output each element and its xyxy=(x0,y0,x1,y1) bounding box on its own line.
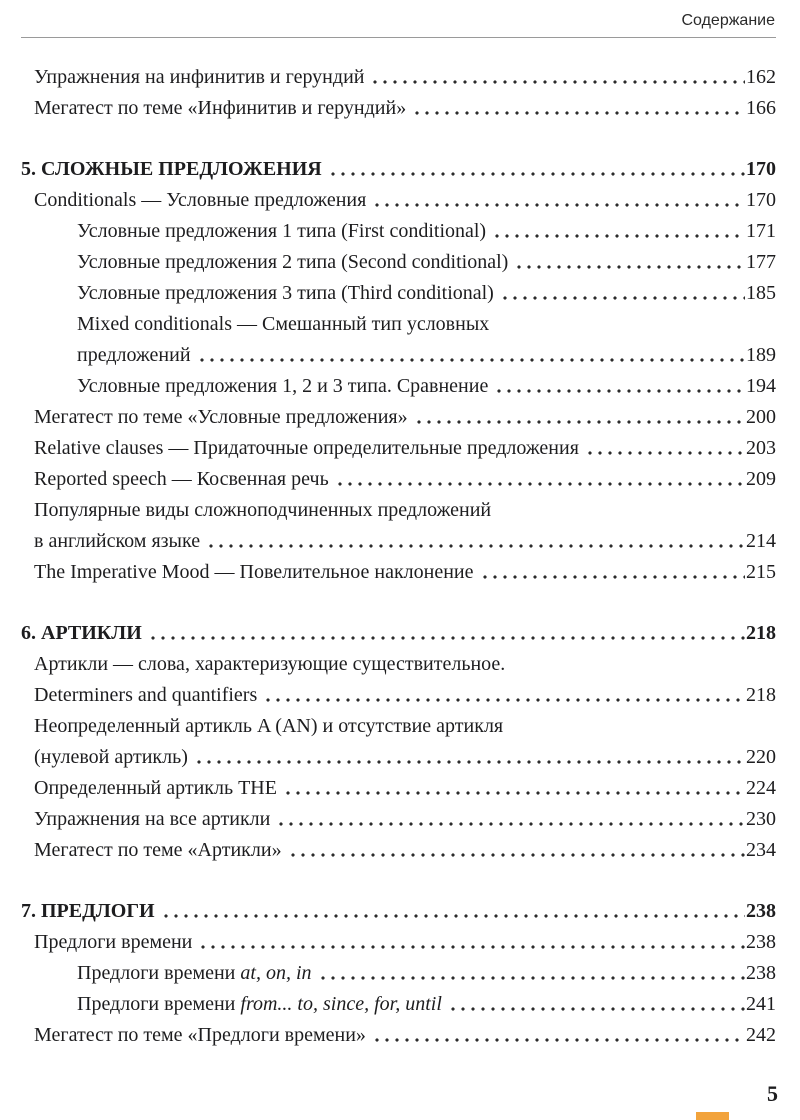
toc-page-number: 194 xyxy=(746,375,776,397)
dot-leader xyxy=(500,278,745,309)
toc-row xyxy=(21,247,776,278)
dot-leader xyxy=(198,927,745,958)
toc-row xyxy=(21,804,776,835)
toc-page-number: 242 xyxy=(746,1024,776,1046)
toc-page-number: 215 xyxy=(746,561,776,583)
toc-page-number: 162 xyxy=(746,66,776,88)
toc-entry-label: Популярные виды сложноподчиненных предложений xyxy=(34,499,492,521)
toc-entry-label: 5. СЛОЖНЫЕ ПРЕДЛОЖЕНИЯ xyxy=(21,158,322,180)
toc-page-number: 238 xyxy=(746,931,776,953)
dot-leader xyxy=(492,216,745,247)
toc-entry-label: Условные предложения 1, 2 и 3 типа. Сравнение xyxy=(77,375,489,397)
dot-leader xyxy=(412,93,745,124)
toc-page-number: 200 xyxy=(746,406,776,428)
dot-leader xyxy=(328,154,745,185)
toc-page-number: 214 xyxy=(746,530,776,552)
toc-row xyxy=(21,371,776,402)
dot-leader xyxy=(514,247,745,278)
toc-page-number: 189 xyxy=(746,344,776,366)
page-header xyxy=(21,10,776,37)
toc-entry-label: Мегатест по теме «Артикли» xyxy=(34,839,282,861)
toc-entry-label: Reported speech — Косвенная речь xyxy=(34,468,329,490)
toc-row xyxy=(21,62,776,93)
toc-entry-label: Мегатест по теме «Инфинитив и герундий» xyxy=(34,97,407,119)
toc-entry-label: Упражнения на инфинитив и герундий xyxy=(34,66,365,88)
dot-leader xyxy=(494,371,745,402)
toc-row xyxy=(21,742,776,773)
header-title: Содержание xyxy=(681,12,775,29)
toc-row xyxy=(21,649,776,680)
header-rule xyxy=(21,37,776,38)
page-number: 5 xyxy=(767,1081,778,1106)
toc-entry-label: Предлоги времени from... to, since, for, until xyxy=(77,993,442,1015)
dot-leader xyxy=(414,402,745,433)
toc-page-number: 185 xyxy=(746,282,776,304)
toc-page-number: 220 xyxy=(746,746,776,768)
toc-entry-label: Неопределенный артикль A (AN) и отсутствие артикля xyxy=(34,715,504,737)
toc-entry-label: Mixed conditionals — Смешанный тип условных xyxy=(77,313,490,335)
toc-page-number: 171 xyxy=(746,220,776,242)
toc-row xyxy=(21,433,776,464)
toc-page-number: 241 xyxy=(746,993,776,1015)
toc-entry-label: Артикли — слова, характеризующие существительное. xyxy=(34,653,506,675)
toc-row xyxy=(21,495,776,526)
toc-row xyxy=(21,680,776,711)
toc-row xyxy=(21,711,776,742)
toc-entry-label: Условные предложения 3 типа (Third conditional) xyxy=(77,282,494,304)
toc-entry-label: Relative clauses — Придаточные определительные предложения xyxy=(34,437,579,459)
toc-page-number: 238 xyxy=(746,900,776,922)
toc-entry-label: Определенный артикль THE xyxy=(34,777,277,799)
toc-entry-label: Упражнения на все артикли xyxy=(34,808,271,830)
toc-row xyxy=(21,1020,776,1051)
toc-entry-label: Мегатест по теме «Предлоги времени» xyxy=(34,1024,366,1046)
footer-accent-mark xyxy=(696,1112,729,1120)
toc-row xyxy=(21,278,776,309)
toc-page-number: 224 xyxy=(746,777,776,799)
toc-entry-label: The Imperative Mood — Повелительное наклонение xyxy=(34,561,474,583)
dot-leader xyxy=(448,989,745,1020)
toc-row xyxy=(21,309,776,340)
toc-row xyxy=(21,835,776,866)
toc-row xyxy=(21,216,776,247)
toc-page-number: 170 xyxy=(746,189,776,211)
toc-page-number: 234 xyxy=(746,839,776,861)
dot-leader xyxy=(197,340,745,371)
toc-page-number: 177 xyxy=(746,251,776,273)
dot-leader xyxy=(370,62,745,93)
toc-page-number: 218 xyxy=(746,622,776,644)
dot-leader xyxy=(263,680,745,711)
toc-row xyxy=(21,402,776,433)
toc-page-number: 166 xyxy=(746,97,776,119)
toc-entry-label: Предлоги времени at, on, in xyxy=(77,962,312,984)
dot-leader xyxy=(194,742,745,773)
dot-leader xyxy=(318,958,745,989)
dot-leader xyxy=(335,464,745,495)
toc-page-number: 203 xyxy=(746,437,776,459)
toc-row xyxy=(21,154,776,185)
toc-row xyxy=(21,773,776,804)
dot-leader xyxy=(372,185,745,216)
toc-entry-label: Условные предложения 1 типа (First conditional) xyxy=(77,220,487,242)
toc-list xyxy=(21,62,776,1051)
toc-entry-label: Условные предложения 2 типа (Second conditional) xyxy=(77,251,509,273)
toc-page-number: 218 xyxy=(746,684,776,706)
toc-row xyxy=(21,557,776,588)
toc-row xyxy=(21,185,776,216)
toc-entry-label: в английском языке xyxy=(34,530,201,552)
dot-leader xyxy=(276,804,745,835)
toc-row xyxy=(21,93,776,124)
toc-row xyxy=(21,896,776,927)
toc-row xyxy=(21,340,776,371)
dot-leader xyxy=(283,773,745,804)
dot-leader xyxy=(206,526,745,557)
toc-entry-label: Determiners and quantifiers xyxy=(34,684,258,706)
toc-entry-label: Conditionals — Условные предложения xyxy=(34,189,367,211)
toc-row xyxy=(21,927,776,958)
toc-entry-label: Мегатест по теме «Условные предложения» xyxy=(34,406,408,428)
toc-row xyxy=(21,618,776,649)
toc-row xyxy=(21,464,776,495)
toc-entry-label: 7. ПРЕДЛОГИ xyxy=(21,900,155,922)
toc-row xyxy=(21,958,776,989)
toc-page-number: 209 xyxy=(746,468,776,490)
dot-leader xyxy=(288,835,745,866)
toc-entry-label: (нулевой артикль) xyxy=(34,746,188,768)
toc-page-number: 238 xyxy=(746,962,776,984)
dot-leader xyxy=(372,1020,745,1051)
dot-leader xyxy=(480,557,745,588)
toc-entry-label: 6. АРТИКЛИ xyxy=(21,622,142,644)
toc-page-number: 170 xyxy=(746,158,776,180)
dot-leader xyxy=(148,618,745,649)
dot-leader xyxy=(161,896,745,927)
toc-entry-label: Предлоги времени xyxy=(34,931,193,953)
toc-entry-label: предложений xyxy=(77,344,191,366)
toc-row xyxy=(21,526,776,557)
toc-page-number: 230 xyxy=(746,808,776,830)
dot-leader xyxy=(585,433,745,464)
toc-row xyxy=(21,989,776,1020)
